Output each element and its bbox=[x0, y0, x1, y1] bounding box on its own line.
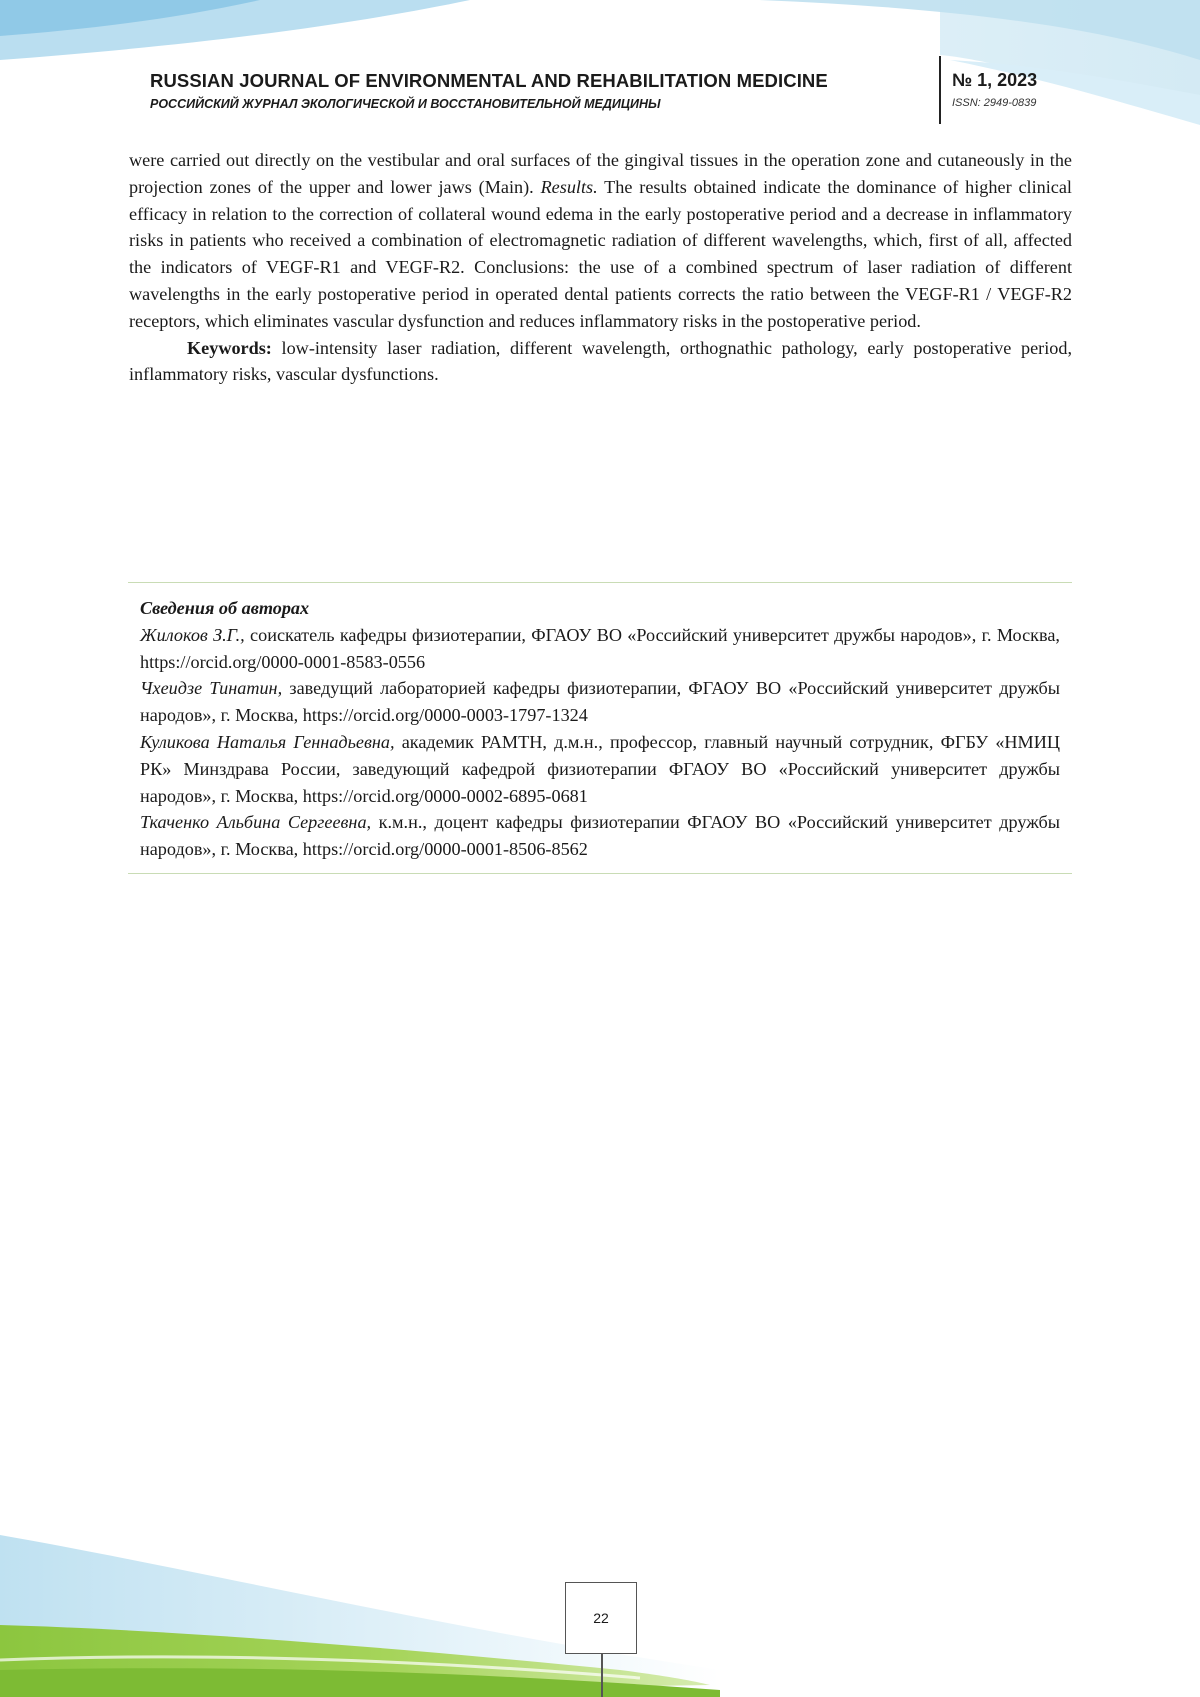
issue-info bbox=[952, 70, 1037, 109]
page-number-box bbox=[565, 1582, 637, 1654]
header-divider bbox=[939, 56, 941, 124]
author-info: академик РАМТН, д.м.н., профессор, главный научный сотрудник, ФГБУ «НМИЦ РК» Минздрава России, заведующий кафедрой физиотерапии ФГАОУ ВО «Российский университет дружбы народов», г. Москва, https://orcid.org/0000-0002-6895-0681 bbox=[140, 731, 1060, 806]
abstract-paragraph bbox=[129, 147, 1072, 335]
author-name: Куликова Наталья Геннадьевна, bbox=[140, 731, 395, 752]
author-entry bbox=[140, 729, 1060, 809]
keywords-paragraph bbox=[129, 335, 1072, 389]
author-entry bbox=[140, 675, 1060, 729]
journal-title-ru: РОССИЙСКИЙ ЖУРНАЛ ЭКОЛОГИЧЕСКОЙ И ВОССТАНОВИТЕЛЬНОЙ МЕДИЦИНЫ bbox=[150, 97, 661, 111]
author-entry bbox=[140, 809, 1060, 863]
journal-title-en: RUSSIAN JOURNAL OF ENVIRONMENTAL AND REHABILITATION MEDICINE bbox=[150, 70, 828, 91]
author-name: Ткаченко Альбина Сергеевна, bbox=[140, 812, 372, 833]
authors-content bbox=[140, 595, 1060, 863]
author-info: заведущий лабораторией кафедры физиотерапии, ФГАОУ ВО «Российский университет дружбы народов», г. Москва, https://orcid.org/0000-0003-1797-1324 bbox=[140, 678, 1060, 726]
abstract-text-2: The results obtained indicate the dominance of higher clinical efficacy in relation to the correction of collateral wound edema in the early postoperative period and a decrease in inflammatory risks in patients who received a combination of electromagnetic radiation of different wavelengths, which, first of all, affected the indicators of VEGF-R1 and VEGF-R2. Conclusions: the use of a combined spectrum of laser radiation of different wavelengths in the early postoperative period in operated dental patients corrects the ratio between the VEGF-R1 / VEGF-R2 receptors, which eliminates vascular dysfunction and reduces inflammatory risks in the postoperative period. bbox=[129, 176, 1072, 331]
author-name: Чхеидзе Тинатин, bbox=[140, 678, 283, 699]
page-number-line bbox=[601, 1654, 603, 1697]
results-label: Results. bbox=[540, 176, 598, 197]
authors-section bbox=[128, 582, 1072, 874]
abstract bbox=[129, 147, 1072, 388]
keywords-text: low-intensity laser radiation, different wavelength, orthognathic pathology, early postoperative period, inflammatory risks, vascular dysfunctions. bbox=[129, 337, 1072, 385]
issue-number: № 1, 2023 bbox=[952, 70, 1038, 90]
author-info: соискатель кафедры физиотерапии, ФГАОУ ВО «Российский университет дружбы народов», г. Москва, https://orcid.org/0000-0001-8583-0556 bbox=[140, 624, 1060, 672]
page-number: 22 bbox=[593, 1610, 609, 1626]
issn: ISSN: 2949-0839 bbox=[952, 97, 1037, 109]
authors-title: Сведения об авторах bbox=[140, 598, 310, 618]
abstract-text-1: were carried out directly on the vestibular and oral surfaces of the gingival tissues in the operation zone and cutaneously in the projection zones of the upper and lower jaws (Main). bbox=[129, 150, 1072, 197]
keywords-label: Keywords: bbox=[187, 337, 272, 358]
author-info: к.м.н., доцент кафедры физиотерапии ФГАОУ ВО «Российский университет дружбы народов», г. Москва, https://orcid.org/0000-0001-8506-8562 bbox=[140, 812, 1060, 860]
author-entry bbox=[140, 622, 1060, 676]
journal-header bbox=[150, 70, 930, 111]
author-name: Жилоков З.Г., bbox=[140, 624, 245, 645]
